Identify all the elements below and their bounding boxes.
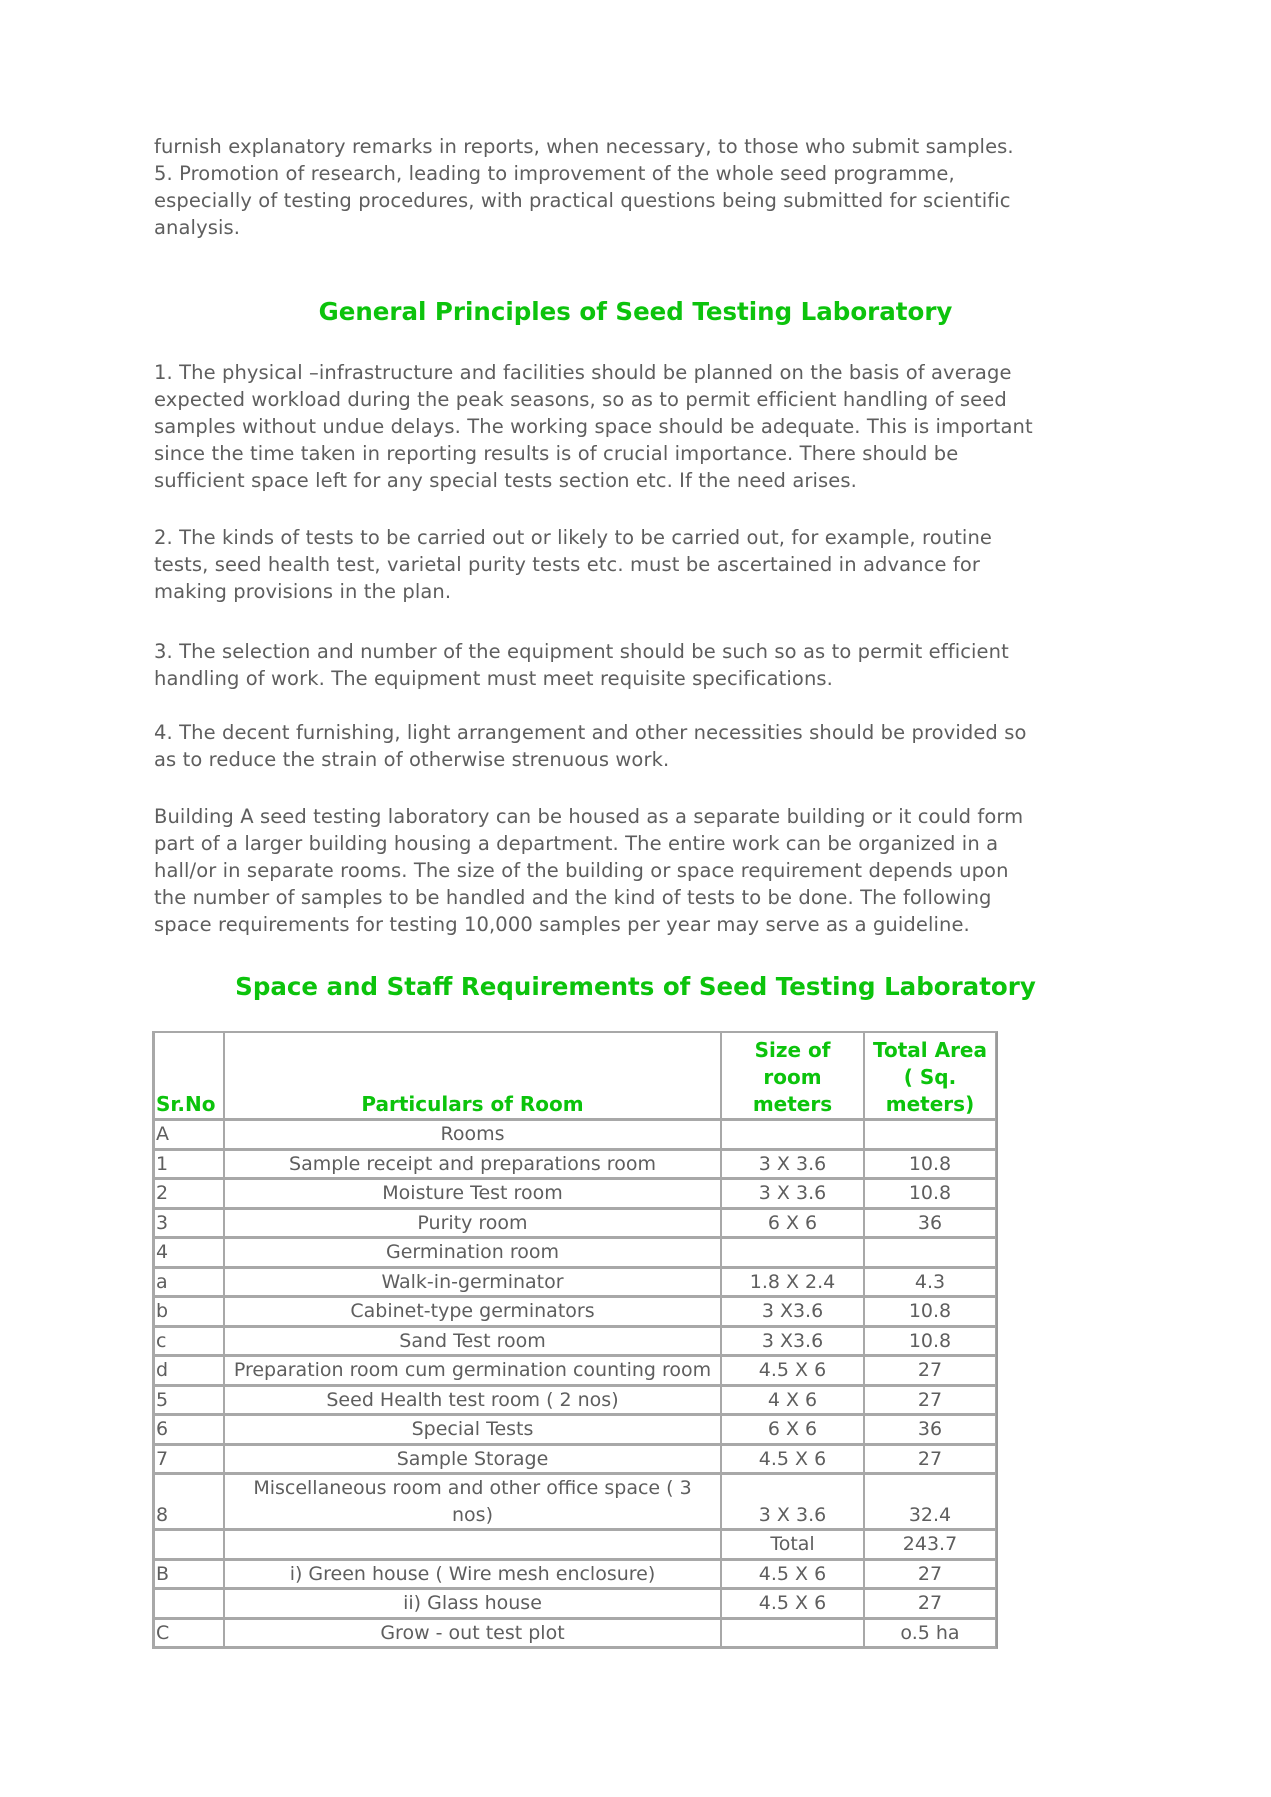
cell-particulars: Grow - out test plot: [224, 1618, 721, 1648]
point-line: Building A seed testing laboratory can be housed as a separate building or it could form: [154, 805, 1024, 828]
cell-room-size: 4.5 X 6: [721, 1559, 864, 1589]
cell-room-size: 3 X 3.6: [721, 1178, 864, 1208]
point-line: making provisions in the plan.: [154, 580, 452, 603]
cell-sr-no: 4: [154, 1237, 224, 1267]
cell-total-area: 32.4: [864, 1473, 996, 1529]
cell-sr-no: d: [154, 1355, 224, 1385]
intro-line: analysis.: [154, 216, 241, 239]
cell-particulars-line: Miscellaneous room and other office space ( 3: [253, 1477, 692, 1499]
header-size: [721, 1033, 864, 1119]
cell-total-area: o.5 ha: [864, 1618, 996, 1648]
principle-point-3: [154, 638, 1114, 692]
point-line: space requirements for testing 10,000 samples per year may serve as a guideline.: [154, 913, 970, 936]
table-row: [154, 1473, 996, 1529]
cell-particulars: Rooms: [224, 1119, 721, 1149]
cell-particulars: Preparation room cum germination counting room: [224, 1355, 721, 1385]
cell-sr-no: 2: [154, 1178, 224, 1208]
intro-paragraph: [154, 133, 1114, 241]
cell-total-area: 27: [864, 1355, 996, 1385]
header-size-line: room: [763, 1065, 822, 1089]
cell-room-size: [721, 1119, 864, 1149]
cell-total-area: 27: [864, 1559, 996, 1589]
cell-sr-no: a: [154, 1267, 224, 1297]
cell-particulars: i) Green house ( Wire mesh enclosure): [224, 1559, 721, 1589]
principle-point-2: [154, 524, 1114, 605]
header-area: [864, 1033, 996, 1119]
cell-sr-no: 5: [154, 1385, 224, 1415]
point-line: tests, seed health test, varietal purity tests etc. must be ascertained in advance for: [154, 553, 980, 576]
cell-total-area: 10.8: [864, 1326, 996, 1356]
cell-sr-no: B: [154, 1559, 224, 1589]
cell-total-area: 27: [864, 1444, 996, 1474]
cell-room-size: 3 X3.6: [721, 1326, 864, 1356]
table-row: [154, 1237, 996, 1267]
header-sr-no: Sr.No: [154, 1033, 224, 1119]
point-line: sufficient space left for any special tests section etc. If the need arises.: [154, 469, 857, 492]
table-row: [154, 1296, 996, 1326]
header-area-line: Total Area: [872, 1038, 987, 1062]
building-paragraph: [154, 803, 1114, 938]
cell-room-size: [721, 1237, 864, 1267]
table-row: [154, 1326, 996, 1356]
cell-room-size: 4 X 6: [721, 1385, 864, 1415]
cell-particulars-line: nos): [452, 1503, 493, 1526]
cell-room-size: [721, 1618, 864, 1648]
cell-room-size: 1.8 X 2.4: [721, 1267, 864, 1297]
cell-total-area: 36: [864, 1208, 996, 1238]
cell-sr-no: 8: [154, 1473, 224, 1529]
cell-room-size: 3 X3.6: [721, 1296, 864, 1326]
table-row: [154, 1149, 996, 1179]
cell-sr-no: c: [154, 1326, 224, 1356]
cell-total-area: 27: [864, 1588, 996, 1618]
table-body: [154, 1119, 996, 1647]
table-row: [154, 1355, 996, 1385]
cell-sr-no: C: [154, 1618, 224, 1648]
cell-sr-no: 7: [154, 1444, 224, 1474]
cell-particulars: Sample Storage: [224, 1444, 721, 1474]
point-line: the number of samples to be handled and the kind of tests to be done. The following: [154, 886, 992, 909]
space-requirements-table: [152, 1031, 998, 1649]
cell-room-size: 6 X 6: [721, 1208, 864, 1238]
intro-line: 5. Promotion of research, leading to improvement of the whole seed programme,: [154, 162, 955, 185]
intro-line: furnish explanatory remarks in reports, when necessary, to those who submit samples.: [154, 135, 1014, 158]
cell-sr-no: [154, 1529, 224, 1559]
point-line: part of a larger building housing a department. The entire work can be organized in a: [154, 832, 999, 855]
cell-particulars: Sand Test room: [224, 1326, 721, 1356]
cell-particulars: Seed Health test room ( 2 nos): [224, 1385, 721, 1415]
cell-room-size: 4.5 X 6: [721, 1355, 864, 1385]
cell-sr-no: A: [154, 1119, 224, 1149]
table-row: [154, 1618, 996, 1648]
point-line: as to reduce the strain of otherwise strenuous work.: [154, 748, 670, 771]
cell-room-size: 3 X 3.6: [721, 1473, 864, 1529]
cell-total-area: 10.8: [864, 1296, 996, 1326]
intro-line: especially of testing procedures, with practical questions being submitted for scientific: [154, 189, 1011, 212]
table-row: [154, 1178, 996, 1208]
point-line: since the time taken in reporting results is of crucial importance. There should be: [154, 442, 959, 465]
point-line: hall/or in separate rooms. The size of the building or space requirement depends upon: [154, 859, 1009, 882]
header-particulars: Particulars of Room: [224, 1033, 721, 1119]
cell-particulars: Sample receipt and preparations room: [224, 1149, 721, 1179]
cell-room-size: Total: [721, 1529, 864, 1559]
cell-total-area: 4.3: [864, 1267, 996, 1297]
cell-total-area: [864, 1237, 996, 1267]
point-line: 2. The kinds of tests to be carried out or likely to be carried out, for example, routine: [154, 526, 993, 549]
cell-particulars: Walk-in-germinator: [224, 1267, 721, 1297]
cell-sr-no: 6: [154, 1414, 224, 1444]
cell-sr-no: 3: [154, 1208, 224, 1238]
cell-sr-no: b: [154, 1296, 224, 1326]
cell-particulars: Germination room: [224, 1237, 721, 1267]
table-row: [154, 1529, 996, 1559]
cell-room-size: 4.5 X 6: [721, 1588, 864, 1618]
cell-total-area: 27: [864, 1385, 996, 1415]
cell-room-size: 6 X 6: [721, 1414, 864, 1444]
cell-sr-no: [154, 1588, 224, 1618]
cell-total-area: 36: [864, 1414, 996, 1444]
cell-total-area: 10.8: [864, 1178, 996, 1208]
table-row: [154, 1119, 996, 1149]
principle-point-4: [154, 719, 1114, 773]
table-row: [154, 1267, 996, 1297]
cell-particulars: Cabinet-type germinators: [224, 1296, 721, 1326]
header-area-line: ( Sq.: [903, 1065, 957, 1089]
table-row: [154, 1414, 996, 1444]
point-line: 4. The decent furnishing, light arrangement and other necessities should be provided so: [154, 721, 1027, 744]
cell-total-area: [864, 1119, 996, 1149]
point-line: handling of work. The equipment must meet requisite specifications.: [154, 667, 833, 690]
header-size-line: meters: [752, 1092, 833, 1116]
table-row: [154, 1444, 996, 1474]
cell-particulars: [224, 1473, 721, 1529]
table-row: [154, 1385, 996, 1415]
point-line: 1. The physical –infrastructure and facilities should be planned on the basis of average: [154, 361, 1012, 384]
table-header-row: [154, 1033, 996, 1119]
cell-particulars: Special Tests: [224, 1414, 721, 1444]
cell-room-size: 3 X 3.6: [721, 1149, 864, 1179]
cell-particulars: Purity room: [224, 1208, 721, 1238]
header-area-line: meters): [885, 1092, 975, 1116]
point-line: samples without undue delays. The working space should be adequate. This is important: [154, 415, 1033, 438]
cell-particulars: ii) Glass house: [224, 1588, 721, 1618]
section-heading-space-staff: Space and Staff Requirements of Seed Testing Laboratory: [235, 972, 1036, 1001]
principle-point-1: [154, 359, 1114, 494]
point-line: 3. The selection and number of the equipment should be such so as to permit efficient: [154, 640, 1009, 663]
cell-total-area: 243.7: [864, 1529, 996, 1559]
cell-total-area: 10.8: [864, 1149, 996, 1179]
cell-particulars: Moisture Test room: [224, 1178, 721, 1208]
cell-room-size: 4.5 X 6: [721, 1444, 864, 1474]
header-size-line: Size of: [754, 1038, 831, 1062]
cell-sr-no: 1: [154, 1149, 224, 1179]
table-row: [154, 1588, 996, 1618]
table-row: [154, 1208, 996, 1238]
section-heading-general-principles: General Principles of Seed Testing Laboratory: [318, 297, 953, 326]
cell-particulars: [224, 1529, 721, 1559]
table-row: [154, 1559, 996, 1589]
point-line: expected workload during the peak seasons, so as to permit efficient handling of seed: [154, 388, 1007, 411]
